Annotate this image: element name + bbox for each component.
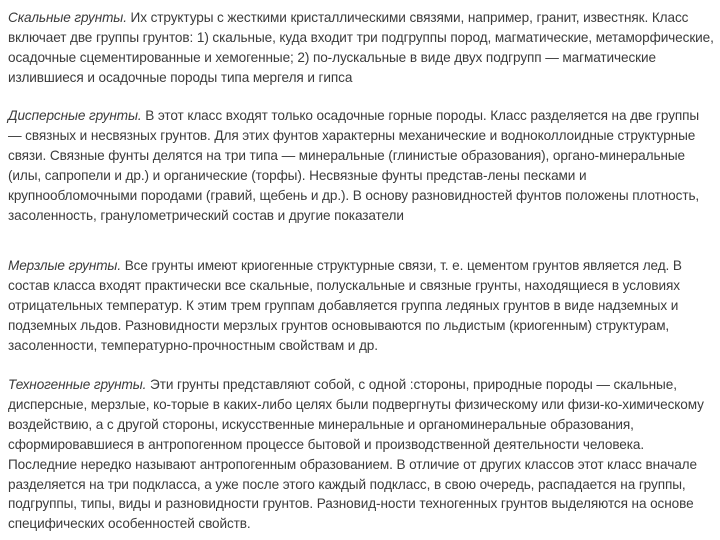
- term-rock-soils: Скальные грунты.: [8, 10, 127, 25]
- paragraph-dispersed-soils: [8, 106, 714, 225]
- paragraph-technogenic-soils-text: Эти грунты представляют собой, с одной :стороны, природные породы — скальные, дисперсные, мерзлые, ко-торые в каких-либо целях были подвергнуты физическому или физи-ко-химическому воздействию, а с другой стороны, искусственные минеральные и органоминеральные образования, сформировавшиеся в антропогенном процессе бытовой и производственной деятельности человека. Последние нередко называют антропогенным образованием. В отличие от других классов этот класс вначале разделяется на три подкласса, а уже после этого каждый подкласс, в свою очередь, распадается на группы, подгруппы, типы, виды и разновидности грунтов. Разновид-ности техногенных грунтов выделяются на основе специфических особенностей свойств.: [8, 377, 704, 532]
- term-technogenic-soils: Техногенные грунты.: [8, 377, 147, 392]
- term-frozen-soils: Мерзлые грунты.: [8, 258, 122, 273]
- paragraph-frozen-soils: [8, 256, 714, 356]
- term-dispersed-soils: Дисперсные грунты.: [8, 108, 142, 123]
- paragraph-dispersed-soils-text: В этот класс входят только осадочные горные породы. Класс разделяется на две группы — связных и несвязных грунтов. Для этих фунтов характерны механические и водноколлоидные структурные связи. Связные фунты делятся на три типа — минеральные (глинистые образования), органо-минеральные (илы, сапропели и др.) и органические (торфы). Несвязные фунты представ-лены песками и крупнообломочными породами (гравий, щебень и др.). В основу разновидностей фунтов положены плотность, засоленность, гранулометрический состав и другие показатели: [8, 108, 700, 223]
- paragraph-technogenic-soils: [8, 375, 714, 534]
- paragraph-frozen-soils-text: Все грунты имеют криогенные структурные связи, т. е. цементом грунтов является лед. В состав класса входят практически все скальные, полускальные и связные грунты, находящиеся в условиях отрицательных температур. К этим трем группам добавляется группа ледяных грунтов в виде надземных и подземных льдов. Разновидности мерзлых грунтов основываются по льдистым (криогенным) структурам, засоленности, температурно-прочностным свойствам и др.: [8, 258, 682, 353]
- paragraph-rock-soils: [8, 8, 714, 88]
- paragraph-rock-soils-text: Их структуры с жесткими кристаллическими связями, например, гранит, известняк. Класс включает две группы грунтов: 1) скальные, куда входит три подгруппы пород, магматические, метаморфические, осадочные сцементированные и хемогенные; 2) по-лускальные в виде двух подгрупп — магматические излившиеся и осадочные породы типа мергеля и гипса: [8, 10, 714, 85]
